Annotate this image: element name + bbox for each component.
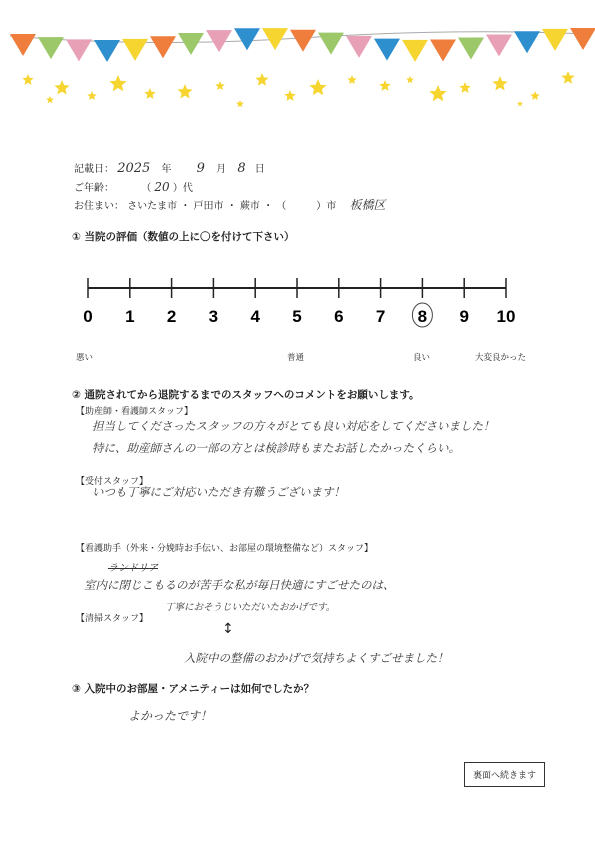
midwife-label: 【助産師・看護師スタッフ】 bbox=[76, 407, 194, 417]
star-icon bbox=[517, 101, 523, 106]
bunting-flag bbox=[458, 38, 484, 60]
scale-word-bad: 悪い bbox=[76, 353, 94, 363]
bunting-flag bbox=[290, 30, 316, 52]
star-icon bbox=[530, 91, 540, 100]
bunting-flag bbox=[150, 36, 176, 58]
bunting-flag bbox=[514, 31, 540, 53]
date-year-unit: 年 bbox=[161, 164, 172, 175]
star-icon bbox=[309, 79, 326, 95]
star-icon bbox=[492, 76, 507, 91]
star-icon bbox=[429, 85, 446, 101]
star-icon bbox=[406, 76, 414, 83]
bunting-decoration bbox=[0, 0, 595, 120]
assistant-comment-line1: 室内に閉じこもるのが苦手な私が毎日快適にすごせたのは、 bbox=[84, 578, 395, 592]
age-row bbox=[74, 179, 193, 194]
date-label: 記載日： bbox=[74, 164, 114, 175]
scale-tick-label: 4 bbox=[250, 307, 260, 326]
address-value: 板橋区 bbox=[349, 198, 386, 212]
bunting-flag bbox=[430, 40, 456, 62]
continue-on-back-box: 裏面へ続きます bbox=[464, 762, 545, 787]
cleaning-label: 【清掃スタッフ】 bbox=[76, 614, 149, 624]
star-icon bbox=[347, 75, 357, 84]
bunting-flag bbox=[178, 33, 204, 55]
star-icon bbox=[177, 84, 192, 99]
cleaning-comment: 入院中の整備のおかげで気持ちよくすごせました！ bbox=[184, 651, 449, 665]
midwife-comment-line2: 特に、助産師さんの一部の方とは検診時もまたお話したかったくらい。 bbox=[92, 441, 460, 455]
scale-tick-label: 2 bbox=[166, 307, 177, 326]
age-open: （ bbox=[141, 183, 152, 194]
bunting-flag bbox=[402, 40, 428, 62]
bunting-flag bbox=[346, 36, 372, 58]
bunting-flag bbox=[318, 33, 344, 55]
star-icon bbox=[215, 81, 225, 90]
bunting-flag bbox=[38, 37, 64, 59]
section2-title: ② 通院されてから退院するまでのスタッフへのコメントをお願いします。 bbox=[72, 389, 420, 401]
bunting-flag bbox=[542, 29, 568, 51]
scale-tick-label: 9 bbox=[459, 307, 469, 326]
star-icon bbox=[379, 80, 390, 91]
bunting-flag bbox=[122, 39, 148, 61]
bunting-flag bbox=[94, 40, 120, 62]
section1-title: ① 当院の評価（数値の上に〇を付けて下さい） bbox=[72, 231, 295, 243]
scale-word-very-good: 大変良かった bbox=[475, 353, 527, 363]
age-close: ）代 bbox=[172, 183, 193, 194]
address-label: お住まい： bbox=[74, 201, 124, 212]
bunting-flag bbox=[374, 39, 400, 61]
scale-word-normal: 普通 bbox=[287, 353, 305, 363]
bunting-flag bbox=[570, 28, 595, 50]
bunting-flag bbox=[234, 28, 260, 50]
star-icon bbox=[284, 90, 295, 101]
scale-tick-label: 8 bbox=[417, 307, 428, 326]
age-label: ご年齢： bbox=[74, 183, 114, 194]
scale-tick-label: 3 bbox=[208, 307, 219, 326]
scale-tick-label: 10 bbox=[496, 307, 516, 326]
age-value: 20 bbox=[154, 180, 170, 194]
bunting-flag bbox=[66, 39, 92, 61]
bunting-flag bbox=[10, 34, 36, 56]
star-icon bbox=[236, 100, 244, 107]
bunting-flag bbox=[486, 34, 512, 56]
star-icon bbox=[144, 88, 155, 99]
star-icon bbox=[459, 82, 470, 93]
date-month-unit: 月 bbox=[216, 164, 227, 175]
midwife-comment-line1: 担当してくださったスタッフの方々がとても良い対応をしてくださいました！ bbox=[92, 419, 495, 433]
star-icon bbox=[109, 75, 126, 91]
assistant-comment-line2: 丁寧におそうじいただいたおかげです。 bbox=[165, 602, 336, 613]
reception-label: 【受付スタッフ】 bbox=[76, 477, 149, 487]
section3-title: ③ 入院中のお部屋・アメニティーは如何でしたか？ bbox=[72, 683, 315, 695]
star-icon bbox=[54, 80, 69, 95]
scale-tick-label: 1 bbox=[125, 307, 135, 326]
scale-tick-label: 7 bbox=[375, 307, 386, 326]
scale-word-good: 良い bbox=[413, 353, 431, 363]
star-icon bbox=[87, 91, 97, 100]
star-icon bbox=[22, 74, 33, 85]
date-row bbox=[74, 160, 265, 176]
scale-tick-label: 6 bbox=[334, 307, 344, 326]
date-month: 9 bbox=[196, 161, 205, 176]
assistant-label: 【看護助手（外来・分娩時お手伝い、お部屋の環境整備など）スタッフ】 bbox=[76, 544, 374, 554]
scale-tick-label: 0 bbox=[83, 307, 93, 326]
date-year: 2025 bbox=[117, 161, 151, 176]
section3-answer: よかったです！ bbox=[128, 709, 213, 723]
address-row bbox=[74, 196, 385, 213]
star-icon bbox=[46, 96, 54, 103]
rating-scale bbox=[70, 268, 520, 338]
address-options: さいたま市 ・ 戸田市 ・ 蕨市 ・ （ ）市 bbox=[127, 201, 337, 212]
date-day-unit: 日 bbox=[254, 164, 265, 175]
scale-tick-label: 5 bbox=[292, 307, 302, 326]
star-icon bbox=[255, 73, 268, 86]
date-day: 8 bbox=[237, 161, 246, 176]
double-arrow-icon: ↕ bbox=[222, 621, 234, 637]
star-icon bbox=[561, 71, 574, 84]
reception-comment: いつも丁寧にご対応いただき有難うございます！ bbox=[92, 485, 345, 499]
assistant-struck-text: ランドリア bbox=[108, 563, 158, 574]
